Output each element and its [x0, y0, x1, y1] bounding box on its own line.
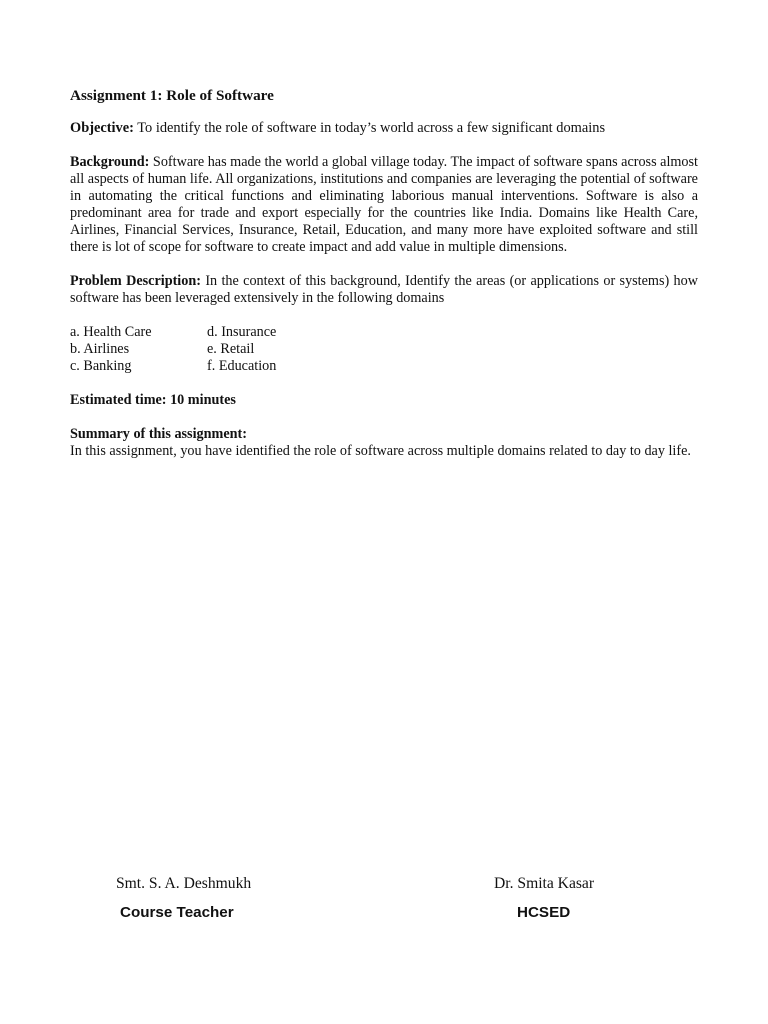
objective-label: Objective: — [70, 120, 134, 136]
document-body — [70, 86, 698, 460]
objective-paragraph — [70, 120, 698, 137]
objective-text: To identify the role of software in today’s world across a few significant domains — [133, 120, 606, 136]
estimated-time: Estimated time: 10 minutes — [70, 392, 236, 408]
summary-heading: Summary of this assignment: — [70, 426, 247, 442]
summary-text: In this assignment, you have identified the role of software across multiple domains related to day to day life. — [70, 443, 691, 459]
right-signatory-role: HCSED — [517, 904, 571, 921]
domain-item: a. Health Care — [70, 324, 152, 340]
page-title: Assignment 1: Role of Software — [70, 87, 274, 104]
left-signatory-role: Course Teacher — [120, 904, 234, 921]
problem-label: Problem Description: — [70, 273, 201, 289]
problem-text: In the context of this background, Identify the areas (or applications or systems) how software has been leveraged extensively in the following domains — [70, 273, 698, 306]
domain-item: e. Retail — [207, 341, 255, 357]
domain-row — [70, 358, 370, 375]
background-label: Background: — [70, 154, 150, 170]
left-signatory-name: Smt. S. A. Deshmukh — [116, 875, 252, 892]
background-text: Software has made the world a global village today. The impact of software spans across almost all aspects of human life. All organizations, institutions and companies are leveraging the potential of software in automating the critical functions and eliminating laborious manual interventions. Software is also a predominant area for trade and export especially for the countries like India. Domains like Health Care, Airlines, Financial Services, Insurance, Retail, Education, and many more have exploited software and still there is lot of scope for software to create impact and add value in multiple dimensions. — [70, 154, 698, 255]
domain-row — [70, 341, 370, 358]
domain-item: c. Banking — [70, 358, 132, 374]
domain-item: b. Airlines — [70, 341, 130, 357]
right-signatory-name: Dr. Smita Kasar — [494, 875, 595, 892]
domain-item: f. Education — [207, 358, 277, 374]
background-paragraph — [70, 154, 698, 256]
domain-list — [70, 324, 370, 375]
domain-row — [70, 324, 370, 341]
problem-paragraph — [70, 273, 698, 307]
domain-item: d. Insurance — [207, 324, 277, 340]
